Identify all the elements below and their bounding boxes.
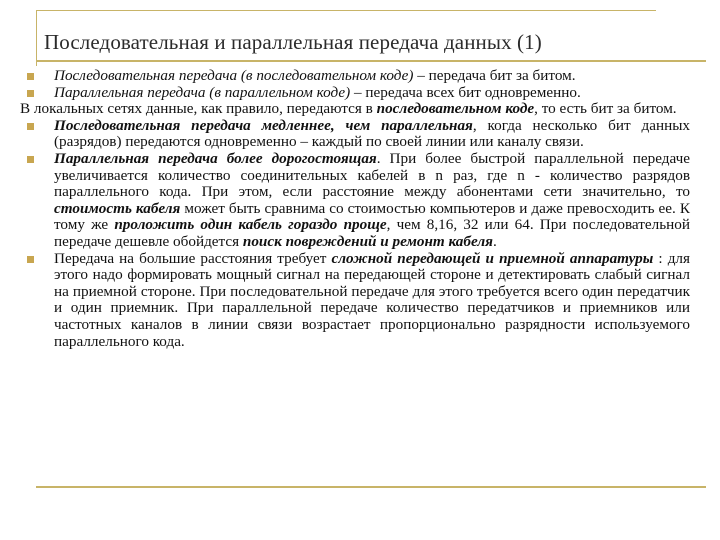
frame-left-line <box>36 10 37 66</box>
text: , то есть бит за битом. <box>534 100 677 118</box>
list-item-slower <box>20 118 690 151</box>
list-item-parallel <box>20 85 690 102</box>
text: Передача на большие расстояния требует <box>54 249 332 267</box>
title-underline <box>36 60 706 62</box>
text: В локальных сетях данные, как правило, передаются в <box>20 100 377 118</box>
square-bullet-icon <box>27 156 34 163</box>
square-bullet-icon <box>27 73 34 80</box>
emphasis: Параллельная передача более дорогостоящая <box>54 149 377 167</box>
emphasis: Последовательная передача медленнее, чем параллельная <box>54 116 473 134</box>
text: . При более быстрой параллельной передаче увеличивается количество соединительных кабелей в n раз, где n - количество разрядов параллельного кода. При этом, если расстояние между абонентами сети значительно, то <box>54 149 691 201</box>
square-bullet-icon <box>27 256 34 263</box>
square-bullet-icon <box>27 90 34 97</box>
paragraph-lan <box>20 101 690 118</box>
text: – передача всех бит одновременно. <box>350 83 581 101</box>
text: , когда несколько бит данных (разрядов) передаются одновременно – каждый по своей линии или каналу связи. <box>54 116 690 151</box>
text: . <box>492 232 497 250</box>
list-item-cost <box>20 151 690 251</box>
term-parallel: Параллельная передача (в параллельном коде) <box>54 83 351 101</box>
list-item-serial <box>20 68 690 85</box>
text: , чем 8,16, 32 или 64. При последовательной передаче дешевле обойдется <box>54 216 690 250</box>
slide-title: Последовательная и параллельная передача данных (1) <box>44 30 542 54</box>
list-item-distance <box>20 251 690 351</box>
square-bullet-icon <box>27 123 34 130</box>
bottom-divider <box>36 486 706 488</box>
text: : для этого надо формировать мощный сигнал на передающей стороне и детектировать слабый сигнал на приемной стороне. При последовательной передаче для этого требуется всего один передатчик и один приемник. При параллельной передаче количество передатчиков и приемников или частотных каналов в линии связи возрастает пропорционально разрядности используемого параллельного кода. <box>54 249 690 350</box>
term-serial: Последовательная передача (в последовательном коде) <box>54 67 414 84</box>
emphasis: сложной передающей и приемной аппаратуры <box>331 249 654 267</box>
frame-top-line <box>36 10 656 11</box>
emphasis: поиск повреждений и ремонт кабеля <box>242 232 493 250</box>
emphasis: стоимость кабеля <box>54 199 181 217</box>
slide-content <box>20 68 690 350</box>
emphasis: проложить один кабель гораздо проще <box>114 216 387 234</box>
emphasis: последовательном коде <box>376 100 535 118</box>
text: может быть сравнима со стоимостью компьютеров и даже превосходить ее. К тому же <box>54 199 690 234</box>
text: – передача бит за битом. <box>413 67 576 84</box>
